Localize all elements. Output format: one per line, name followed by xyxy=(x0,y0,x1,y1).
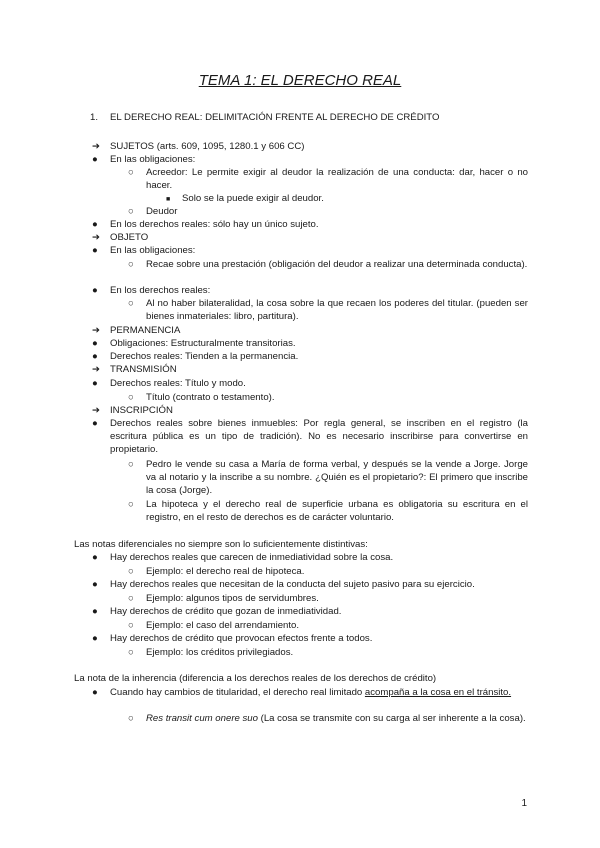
bullet-marker: ● xyxy=(92,552,98,563)
page-number: 1 xyxy=(521,798,527,809)
arrow-marker: ➔ xyxy=(92,405,101,416)
list-item: TRANSMISIÓN xyxy=(110,364,177,375)
circle-marker: ○ xyxy=(128,459,134,470)
list-item: Acreedor: Le permite exigir al deudor la realización de una conducta: dar, hacer o no hacer. xyxy=(146,167,528,191)
circle-marker: ○ xyxy=(128,647,134,658)
list-item: Ejemplo: los créditos privilegiados. xyxy=(146,647,294,658)
circle-marker: ○ xyxy=(128,713,134,724)
bullet-marker: ● xyxy=(92,378,98,389)
circle-marker: ○ xyxy=(128,259,134,270)
circle-marker: ○ xyxy=(128,206,134,217)
list-item: Obligaciones: Estructuralmente transitorias. xyxy=(110,338,296,349)
paragraph: La nota de la inherencia (diferencia a los derechos reales de los derechos de crédito) xyxy=(74,673,437,684)
bullet-marker: ● xyxy=(92,418,98,429)
bullet-marker: ● xyxy=(92,245,98,256)
list-item: Hay derechos de crédito que provocan efectos frente a todos. xyxy=(110,633,373,644)
section-number: 1. xyxy=(90,112,99,123)
circle-marker: ○ xyxy=(128,167,134,178)
list-item: Título (contrato o testamento). xyxy=(146,392,275,403)
arrow-marker: ➔ xyxy=(92,364,101,375)
bullet-marker: ● xyxy=(92,219,98,230)
circle-marker: ○ xyxy=(128,298,134,309)
list-item: Derechos reales: Tienden a la permanencia. xyxy=(110,351,299,362)
list-item: Deudor xyxy=(146,206,178,217)
list-item-text: (La cosa se transmite con su carga al ser inherente a la cosa). xyxy=(257,713,526,724)
bullet-marker: ● xyxy=(92,606,98,617)
underlined-text: acompaña a la cosa en el tránsito. xyxy=(364,687,512,698)
circle-marker: ○ xyxy=(128,566,134,577)
bullet-marker: ● xyxy=(92,687,98,698)
list-item: Pedro le vende su casa a María de forma verbal, y después se la vende a Jorge. Jorge va al notario y la inscribe a su nombre. ¿Quién es el propietario?: El primero que inscribe la cosa (Jorge). xyxy=(146,459,528,496)
list-item: En los derechos reales: sólo hay un único sujeto. xyxy=(110,219,319,230)
list-item: SUJETOS (arts. 609, 1095, 1280.1 y 606 CC) xyxy=(110,141,305,152)
list-item: Recae sobre una prestación (obligación del deudor a realizar una determinada conducta). xyxy=(146,259,528,270)
list-item xyxy=(110,686,528,699)
page-title: TEMA 1: EL DERECHO REAL xyxy=(198,72,402,89)
list-item: OBJETO xyxy=(110,232,149,243)
list-item: INSCRIPCIÓN xyxy=(110,405,173,416)
list-item-text: Cuando hay cambios de titularidad, el derecho real limitado xyxy=(110,687,365,698)
arrow-marker: ➔ xyxy=(92,232,101,243)
list-item: Al no haber bilateralidad, la cosa sobre la que recaen los poderes del titular. (pueden ser bienes inmateriales: libro, partitura). xyxy=(146,298,528,322)
arrow-marker: ➔ xyxy=(92,141,101,152)
paragraph: Las notas diferenciales no siempre son lo suficientemente distintivas: xyxy=(74,539,368,550)
bullet-marker: ● xyxy=(92,154,98,165)
list-item: Ejemplo: el derecho real de hipoteca. xyxy=(146,566,305,577)
list-item: En las obligaciones: xyxy=(110,154,196,165)
list-item: Ejemplo: algunos tipos de servidumbres. xyxy=(146,593,319,604)
bullet-marker: ● xyxy=(92,633,98,644)
list-item: Hay derechos de crédito que gozan de inmediatividad. xyxy=(110,606,342,617)
circle-marker: ○ xyxy=(128,593,134,604)
arrow-marker: ➔ xyxy=(92,325,101,336)
bullet-marker: ● xyxy=(92,338,98,349)
list-item: Ejemplo: el caso del arrendamiento. xyxy=(146,620,300,631)
list-item: Hay derechos reales que necesitan de la conducta del sujeto pasivo para su ejercicio. xyxy=(110,579,475,590)
circle-marker: ○ xyxy=(128,392,134,403)
bullet-marker: ● xyxy=(92,351,98,362)
latin-phrase: Res transit cum onere suo xyxy=(146,713,258,724)
section-heading: EL DERECHO REAL: DELIMITACIÓN FRENTE AL DERECHO DE CRÉDITO xyxy=(110,112,440,123)
list-item: En los derechos reales: xyxy=(110,285,211,296)
bullet-marker: ● xyxy=(92,285,98,296)
circle-marker: ○ xyxy=(128,499,134,510)
circle-marker: ○ xyxy=(128,620,134,631)
bullet-marker: ● xyxy=(92,579,98,590)
list-item: PERMANENCIA xyxy=(110,325,181,336)
list-item: Derechos reales sobre bienes inmuebles: Por regla general, se inscriben en el registro (la escritura pública es un tipo de tradición). No es necesario inscribirse para convertirse en propietario. xyxy=(110,418,528,455)
list-item: Derechos reales: Título y modo. xyxy=(110,378,246,389)
list-item: Solo se la puede exigir al deudor. xyxy=(182,193,324,204)
list-item xyxy=(146,712,528,725)
list-item: La hipoteca y el derecho real de superficie urbana es obligatoria su escritura en el registro, en el resto de derechos es de carácter voluntario. xyxy=(146,499,528,523)
list-item: En las obligaciones: xyxy=(110,245,196,256)
square-marker: ■ xyxy=(166,196,171,203)
list-item: Hay derechos reales que carecen de inmediatividad sobre la cosa. xyxy=(110,552,394,563)
